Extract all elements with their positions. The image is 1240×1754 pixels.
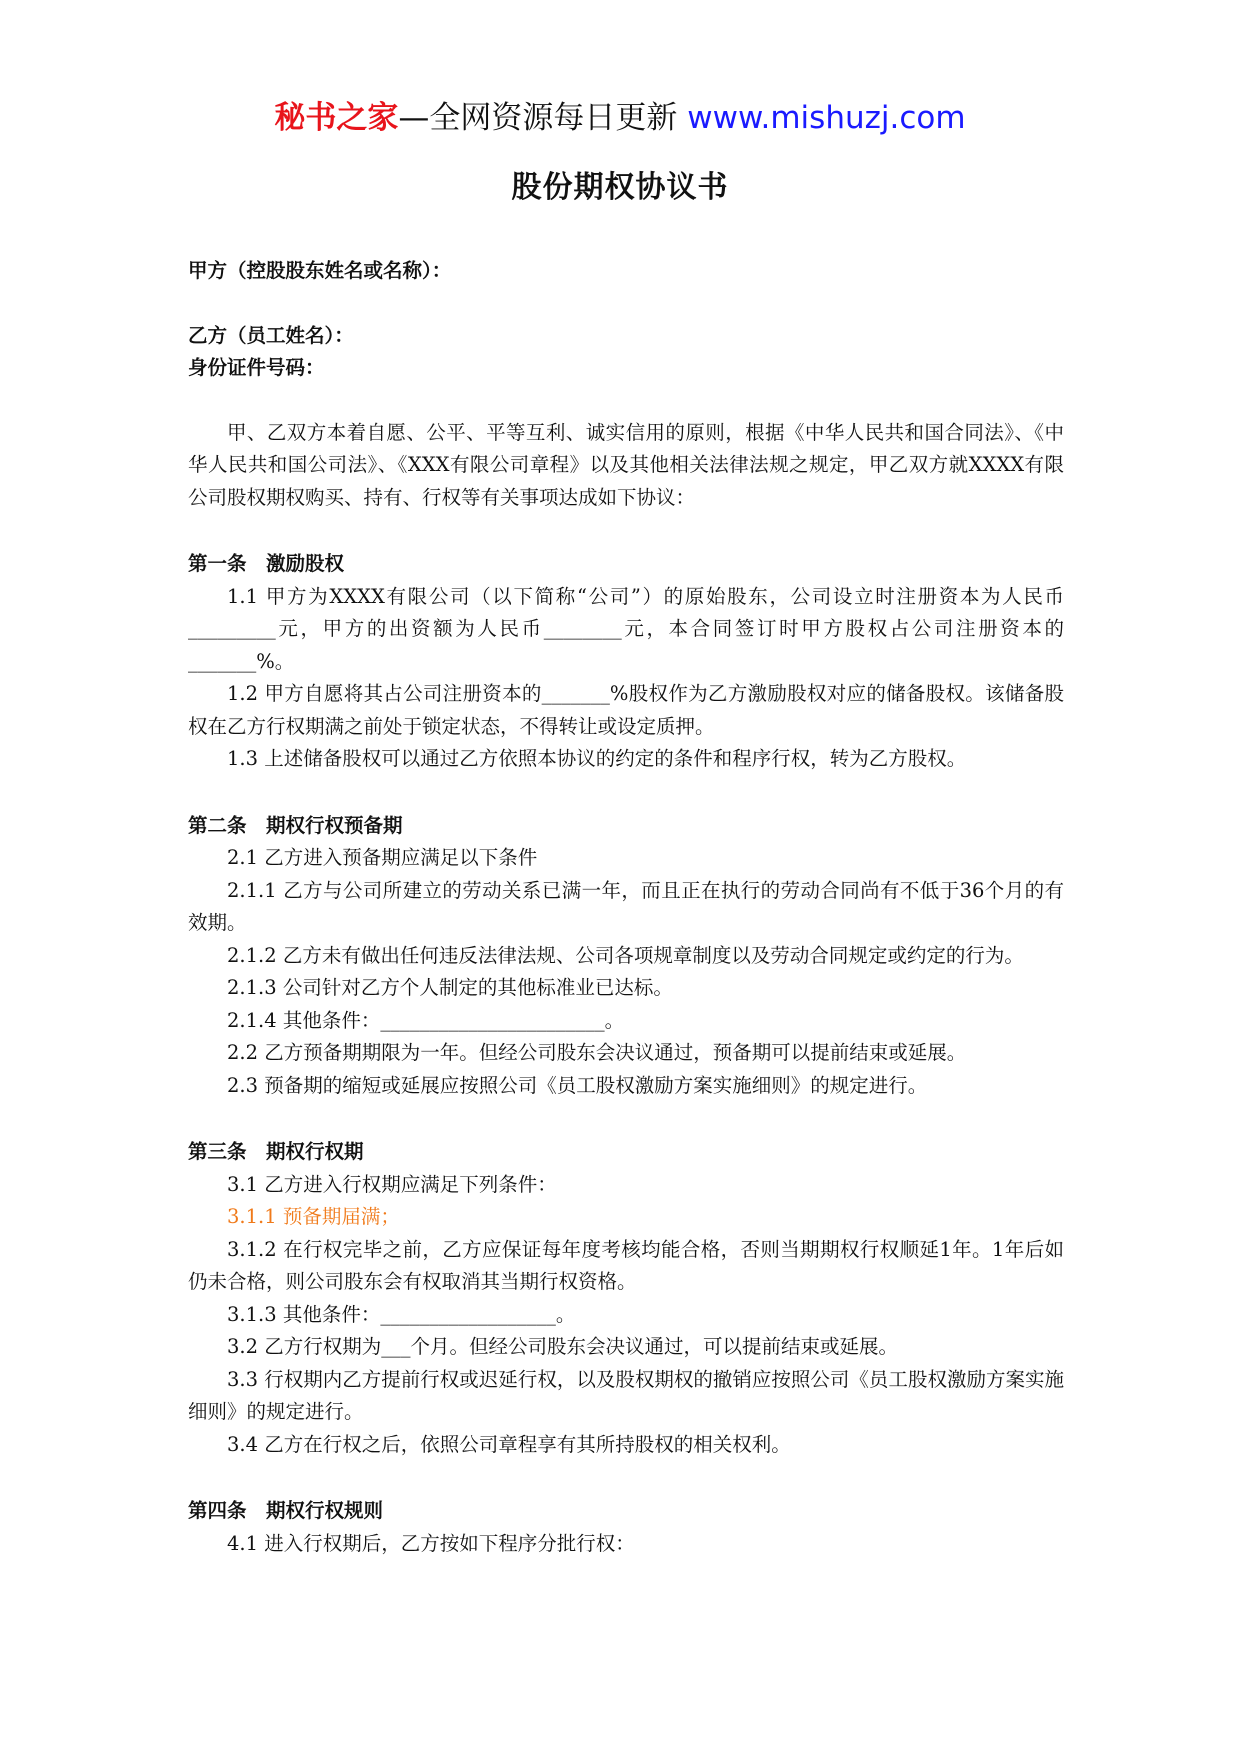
clause: 3.1.3 其他条件：__________________。 xyxy=(227,1302,576,1326)
clause: 3.1 乙方进入行权期应满足下列条件： xyxy=(227,1172,557,1196)
clause: 2.1.4 其他条件：_______________________。 xyxy=(227,1008,625,1032)
site-banner xyxy=(0,98,1240,138)
article-heading: 第三条 期权行权期 xyxy=(188,1140,364,1163)
clause: 2.1.3 公司针对乙方个人制定的其他标准业已达标。 xyxy=(227,976,673,999)
clause: 2.2 乙方预备期期限为一年。但经公司股东会决议通过，预备期可以提前结束或延展。 xyxy=(227,1041,967,1064)
banner-brand: 秘书之家 xyxy=(274,100,399,136)
preamble-paragraph: 甲、乙双方本着自愿、公平、平等互利、诚实信用的原则，根据《中华人民共和国合同法》、《中华人民共和国公司法》、《XXX有限公司章程》以及其他相关法律法规之规定，甲乙双方就XXXX有限公司股权期权购买、持有、行权等有关事项达成如下协议： xyxy=(188,420,1064,509)
clause: 3.1.2 在行权完毕之前，乙方应保证每年度考核均能合格，否则当期期权行权顺延1年。1年后如仍未合格，则公司股东会有权取消其当期行权资格。 xyxy=(188,1237,1064,1293)
clause: 2.1.2 乙方未有做出任何违反法律法规、公司各项规章制度以及劳动合同规定或约定的行为。 xyxy=(227,943,1024,967)
article-heading: 第二条 期权行权预备期 xyxy=(188,813,403,837)
clause: 3.4 乙方在行权之后，依照公司章程享有其所持股权的相关权利。 xyxy=(227,1432,791,1456)
id-number-line: 身份证件号码： xyxy=(188,356,325,379)
document-title: 股份期权协议书 xyxy=(511,170,729,205)
party-a-line: 甲方（控股股东姓名或名称）： xyxy=(188,259,452,282)
banner-url-link[interactable]: www.mishuzj.com xyxy=(687,100,966,136)
party-b-line: 乙方（员工姓名）： xyxy=(188,323,354,347)
article-heading: 第一条 激励股权 xyxy=(188,552,345,575)
clause: 3.2 乙方行权期为___个月。但经公司股东会决议通过，可以提前结束或延展。 xyxy=(227,1335,898,1358)
article-heading: 第四条 期权行权规则 xyxy=(188,1499,384,1522)
clause: 1.1 甲方为XXXX有限公司（以下简称“公司”）的原始股东，公司设立时注册资本为人民币_________元，甲方的出资额为人民币________元，本合同签订时甲方股权占公司注册资本的_______%。 xyxy=(188,584,1064,673)
clause: 3.3 行权期内乙方提前行权或迟延行权，以及股权期权的撤销应按照公司《员工股权激励方案实施细则》的规定进行。 xyxy=(188,1367,1064,1423)
clause: 2.1 乙方进入预备期应满足以下条件 xyxy=(227,846,538,869)
clause: 2.1.1 乙方与公司所建立的劳动关系已满一年，而且正在执行的劳动合同尚有不低于36个月的有效期。 xyxy=(188,878,1064,934)
clause: 1.3 上述储备股权可以通过乙方依照本协议的约定的条件和程序行权，转为乙方股权。 xyxy=(227,747,967,770)
clause: 2.3 预备期的缩短或延展应按照公司《员工股权激励方案实施细则》的规定进行。 xyxy=(227,1073,928,1097)
document-body xyxy=(188,255,1064,1560)
banner-tagline: —全网资源每日更新 xyxy=(398,100,688,136)
clause: 1.2 甲方自愿将其占公司注册资本的_______%股权作为乙方激励股权对应的储备股权。该储备股权在乙方行权期满之前处于锁定状态，不得转让或设定质押。 xyxy=(188,682,1064,738)
highlighted-clause: 3.1.1 预备期届满； xyxy=(227,1205,400,1228)
clause: 4.1 进入行权期后，乙方按如下程序分批行权： xyxy=(227,1531,635,1555)
